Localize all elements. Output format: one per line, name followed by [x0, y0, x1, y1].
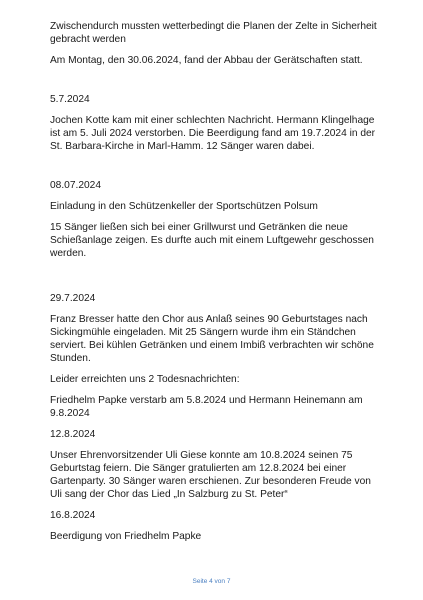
paragraph-funeral: Beerdigung von Friedhelm Papke	[50, 531, 202, 542]
page-content	[50, 20, 380, 543]
date-heading: 5.7.2024	[50, 94, 90, 105]
paragraph-giese-birthday: Unser Ehrenvorsitzender Uli Giese konnte am 10.8.2024 seinen 75 Geburtstag feiern. Die Sänger gratulierten am 12.8.2024 bei einer Gartenparty. 30 Sänger waren erschienen. Zur besonderen Freude von Uli sang der Chor das Lied „In Salzburg zu St. Peter“	[50, 450, 371, 500]
paragraph-dismantling: Am Montag, den 30.06.2024, fand der Abbau der Gerätschaften statt.	[50, 55, 363, 66]
paragraph-death-notices: Friedhelm Papke verstarb am 5.8.2024 und Hermann Heinemann am 9.8.2024	[50, 395, 363, 419]
paragraph-invitation: Einladung in den Schützenkeller der Sportschützen Polsum	[50, 201, 318, 212]
paragraph-tent-covers: Zwischendurch mussten wetterbedingt die Planen der Zelte in Sicherheit gebracht werden	[50, 21, 377, 45]
date-heading: 12.8.2024	[50, 429, 96, 440]
date-heading: 08.07.2024	[50, 180, 101, 191]
paragraph-bresser-birthday: Franz Bresser hatte den Chor aus Anlaß seines 90 Geburtstages nach Sickingmühle eingeladen. Mit 25 Sängern wurde ihm ein Ständchen serviert. Bei kühlen Getränken und einem Imbiß verbrachten wir schöne Stunden.	[50, 314, 374, 364]
page-number-footer: Seite 4 von 7	[192, 578, 231, 585]
paragraph-klingelhage: Jochen Kotte kam mit einer schlechten Nachricht. Hermann Klingelhage ist am 5. Juli 2024 verstorben. Die Beerdigung fand am 19.7.2024 in der St. Barbara-Kirche in Marl-Hamm. 12 Sänger waren dabei.	[50, 115, 376, 152]
paragraph-shooting-range: 15 Sänger ließen sich bei einer Grillwurst und Getränken die neue Schießanlage zeigen. Es durfte auch mit einem Luftgewehr geschossen werden.	[50, 222, 374, 259]
paragraph-death-notices-intro: Leider erreichten uns 2 Todesnachrichten:	[50, 374, 240, 385]
date-heading: 29.7.2024	[50, 293, 96, 304]
date-heading: 16.8.2024	[50, 510, 96, 521]
